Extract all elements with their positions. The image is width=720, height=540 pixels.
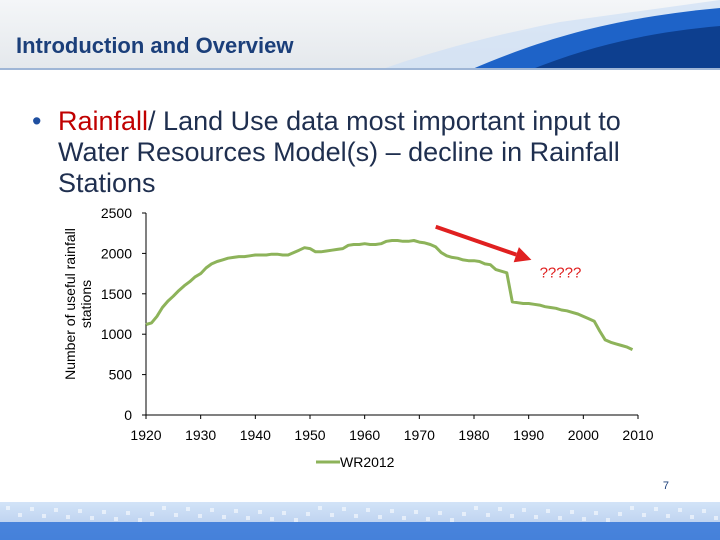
footer-dot xyxy=(690,515,694,519)
footer-dot xyxy=(234,509,238,513)
footer-dot xyxy=(342,507,346,511)
footer-dot xyxy=(114,517,118,521)
y-tick-label: 0 xyxy=(124,407,132,423)
arrow-shaft xyxy=(436,227,517,255)
footer-dot xyxy=(510,514,514,518)
footer-dot xyxy=(522,508,526,512)
footer-dot xyxy=(498,507,502,511)
bullet-line-1-rest: / Land Use data most important input to xyxy=(148,106,621,136)
footer-dot xyxy=(102,510,106,514)
footer-dot xyxy=(174,513,178,517)
legend-label: WR2012 xyxy=(340,454,395,470)
footer-dot xyxy=(654,507,658,511)
footer-dot xyxy=(642,513,646,517)
footer-dot xyxy=(90,516,94,520)
x-tick-label: 1990 xyxy=(513,427,545,443)
x-tick-label: 1940 xyxy=(239,427,271,443)
series-line-wr2012 xyxy=(146,241,633,350)
footer-dot xyxy=(366,508,370,512)
footer-dot xyxy=(18,513,22,517)
footer-dot xyxy=(606,518,610,522)
footer-dot xyxy=(558,516,562,520)
footer-dot xyxy=(426,517,430,521)
chart-series xyxy=(146,241,633,350)
footer-dot xyxy=(138,518,142,522)
footer-dot xyxy=(54,508,58,512)
footer-dot xyxy=(270,517,274,521)
footer-dot xyxy=(462,512,466,516)
x-tick-label: 2010 xyxy=(622,427,654,443)
footer-dot xyxy=(246,516,250,520)
footer-dot xyxy=(150,512,154,516)
footer-dot xyxy=(42,514,46,518)
footer-dot xyxy=(594,511,598,515)
footer-dot xyxy=(6,506,10,510)
y-axis-label-line-1: Number of useful rainfall xyxy=(62,228,78,380)
footer-dot xyxy=(126,511,130,515)
chart-tick-labels xyxy=(101,205,654,443)
footer-dot xyxy=(330,513,334,517)
x-tick-label: 1950 xyxy=(294,427,326,443)
footer-decoration xyxy=(0,492,720,540)
footer-dot xyxy=(318,506,322,510)
chart-axes xyxy=(142,213,638,419)
chart-annotations xyxy=(436,227,582,282)
footer-dot xyxy=(714,516,718,520)
y-tick-label: 1500 xyxy=(100,285,132,302)
footer-dot xyxy=(354,514,358,518)
bullet-point xyxy=(32,106,692,198)
footer-dot xyxy=(678,508,682,512)
footer-dot xyxy=(282,511,286,515)
y-axis-label xyxy=(62,228,94,380)
footer-dot xyxy=(66,515,70,519)
footer-dot xyxy=(450,518,454,522)
footer-dot xyxy=(210,508,214,512)
footer-dot xyxy=(222,515,226,519)
footer-dot xyxy=(30,507,34,511)
footer-dot xyxy=(546,509,550,513)
footer-dot xyxy=(438,511,442,515)
footer-pattern xyxy=(0,492,720,540)
x-tick-label: 1970 xyxy=(403,427,435,443)
footer-dot xyxy=(618,512,622,516)
y-tick-label: 2000 xyxy=(100,245,132,262)
footer-dot xyxy=(582,517,586,521)
footer-dot xyxy=(198,514,202,518)
chart-legend xyxy=(316,454,395,470)
x-tick-label: 1930 xyxy=(185,427,217,443)
footer-dot xyxy=(570,510,574,514)
footer-dot xyxy=(258,510,262,514)
footer-dot xyxy=(630,506,634,510)
footer-dot xyxy=(402,516,406,520)
bullet-line-2: Water Resources Model(s) – decline in Rainfall xyxy=(58,137,620,167)
footer-dot xyxy=(534,515,538,519)
y-tick-label: 500 xyxy=(108,366,132,383)
footer-dot xyxy=(414,510,418,514)
y-tick-label: 1000 xyxy=(100,326,132,343)
footer-dot xyxy=(294,518,298,522)
y-tick-label: 2500 xyxy=(100,205,132,221)
x-tick-label: 1920 xyxy=(130,427,162,443)
footer-dot xyxy=(702,509,706,513)
x-tick-label: 1960 xyxy=(349,427,381,443)
x-tick-label: 1980 xyxy=(458,427,490,443)
slide-header xyxy=(0,0,720,70)
footer-dot xyxy=(378,515,382,519)
y-axis-label-line-2: stations xyxy=(78,279,94,329)
annotation-label: ????? xyxy=(539,264,582,282)
bullet-highlight-word: Rainfall xyxy=(58,106,149,136)
x-tick-label: 2000 xyxy=(567,427,599,443)
bullet-marker-icon: • xyxy=(32,106,42,136)
footer-dot xyxy=(306,512,310,516)
page-number: 7 xyxy=(662,480,669,492)
footer-dot xyxy=(186,507,190,511)
footer-dot xyxy=(666,514,670,518)
slide-title: Introduction and Overview xyxy=(16,33,294,58)
footer-dot xyxy=(162,506,166,510)
footer-dot xyxy=(474,506,478,510)
bullet-text xyxy=(58,106,678,199)
footer-dot xyxy=(486,513,490,517)
arrow-head-icon xyxy=(514,247,532,262)
footer-dot xyxy=(78,509,82,513)
bullet-line-3: Stations xyxy=(58,168,156,198)
footer-dot xyxy=(390,509,394,513)
